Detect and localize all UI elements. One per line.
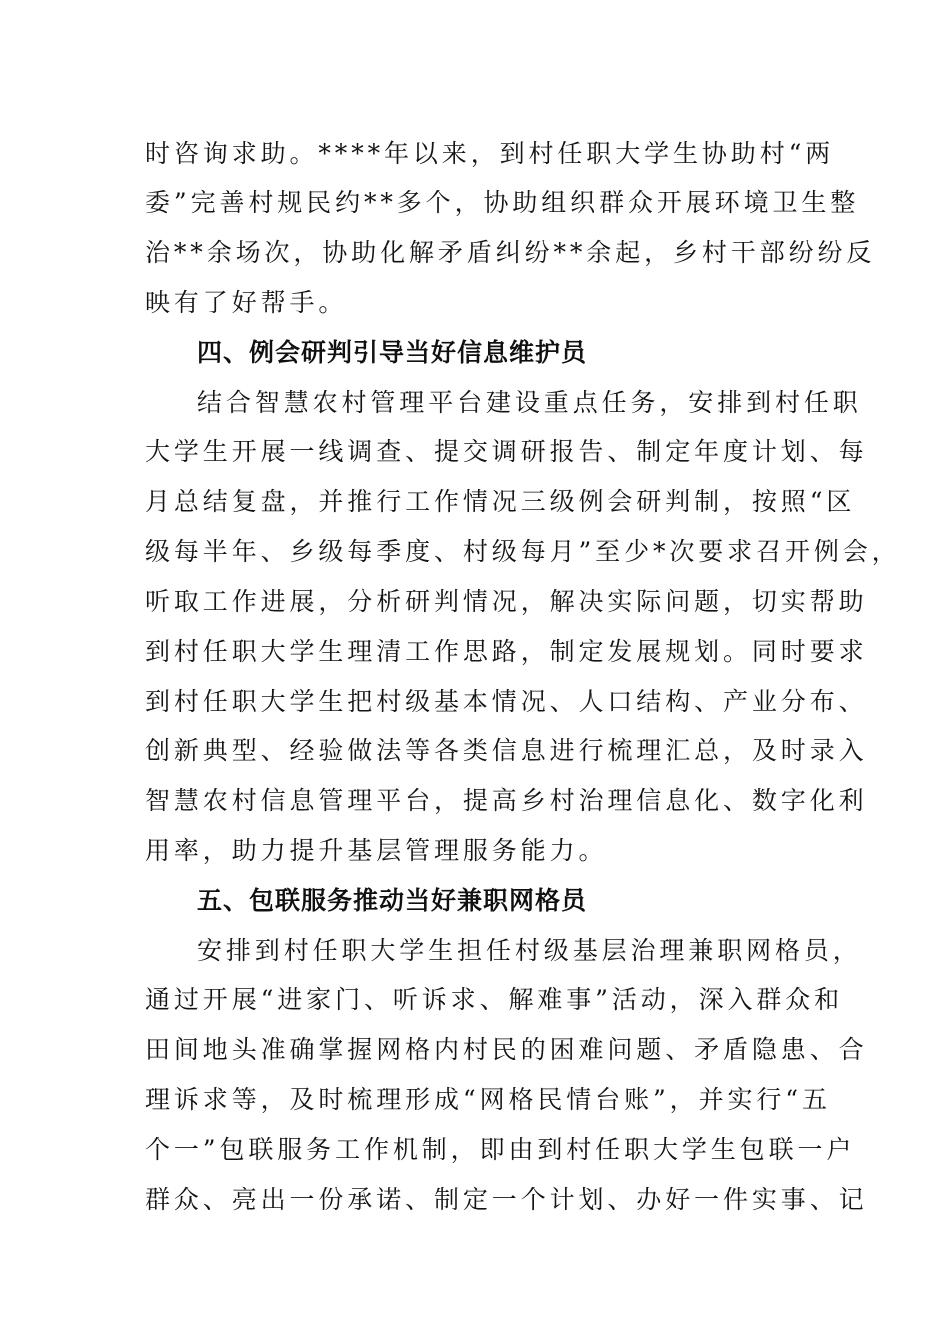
paragraph-line: 个一”包联服务工作机制，即由到村任职大学生包联一户	[145, 1135, 856, 1164]
paragraph-line: 通过开展“进家门、听诉求、解难事”活动，深入群众和	[145, 985, 844, 1014]
paragraph-line: 田间地头准确掌握网格内村民的困难问题、矛盾隐患、合	[145, 1035, 868, 1064]
paragraph-line: 智慧农村信息管理平台，提高乡村治理信息化、数字化利	[145, 786, 868, 815]
paragraph-line: 委”完善村规民约**多个，协助组织群众开展环境卫生整	[145, 188, 860, 217]
paragraph-line: 群众、亮出一份承诺、制定一个计划、办好一件实事、记	[145, 1185, 868, 1214]
paragraph-line: 月总结复盘，并推行工作情况三级例会研判制，按照“区	[145, 487, 856, 516]
section-heading-4: 四、例会研判引导当好信息维护员	[197, 338, 588, 367]
paragraph-line: 听取工作进展，分析研判情况，解决实际问题，切实帮助	[145, 587, 868, 616]
paragraph-line: 结合智慧农村管理平台建设重点任务，安排到村任职	[197, 388, 862, 417]
paragraph-line: 到村任职大学生理清工作思路，制定发展规划。同时要求	[145, 637, 868, 666]
paragraph-line: 级每半年、乡级每季度、村级每月”至少*次要求召开例会，	[145, 537, 901, 566]
paragraph-line: 到村任职大学生把村级基本情况、人口结构、产业分布、	[145, 687, 868, 716]
paragraph-line: 安排到村任职大学生担任村级基层治理兼职网格员，	[197, 936, 862, 965]
paragraph-line: 理诉求等，及时梳理形成“网格民情台账”，并实行“五	[145, 1085, 831, 1114]
paragraph-line: 用率，助力提升基层管理服务能力。	[145, 836, 608, 865]
paragraph-line: 大学生开展一线调查、提交调研报告、制定年度计划、每	[145, 437, 868, 466]
paragraph-line: 创新典型、经验做法等各类信息进行梳理汇总，及时录入	[145, 736, 868, 765]
section-heading-5: 五、包联服务推动当好兼职网格员	[197, 886, 588, 915]
paragraph-line: 治**余场次，协助化解矛盾纠纷**余起，乡村干部纷纷反	[145, 238, 876, 267]
paragraph-line: 映有了好帮手。	[145, 288, 348, 317]
paragraph-line: 时咨询求助。****年以来，到村任职大学生协助村“两	[145, 139, 835, 168]
